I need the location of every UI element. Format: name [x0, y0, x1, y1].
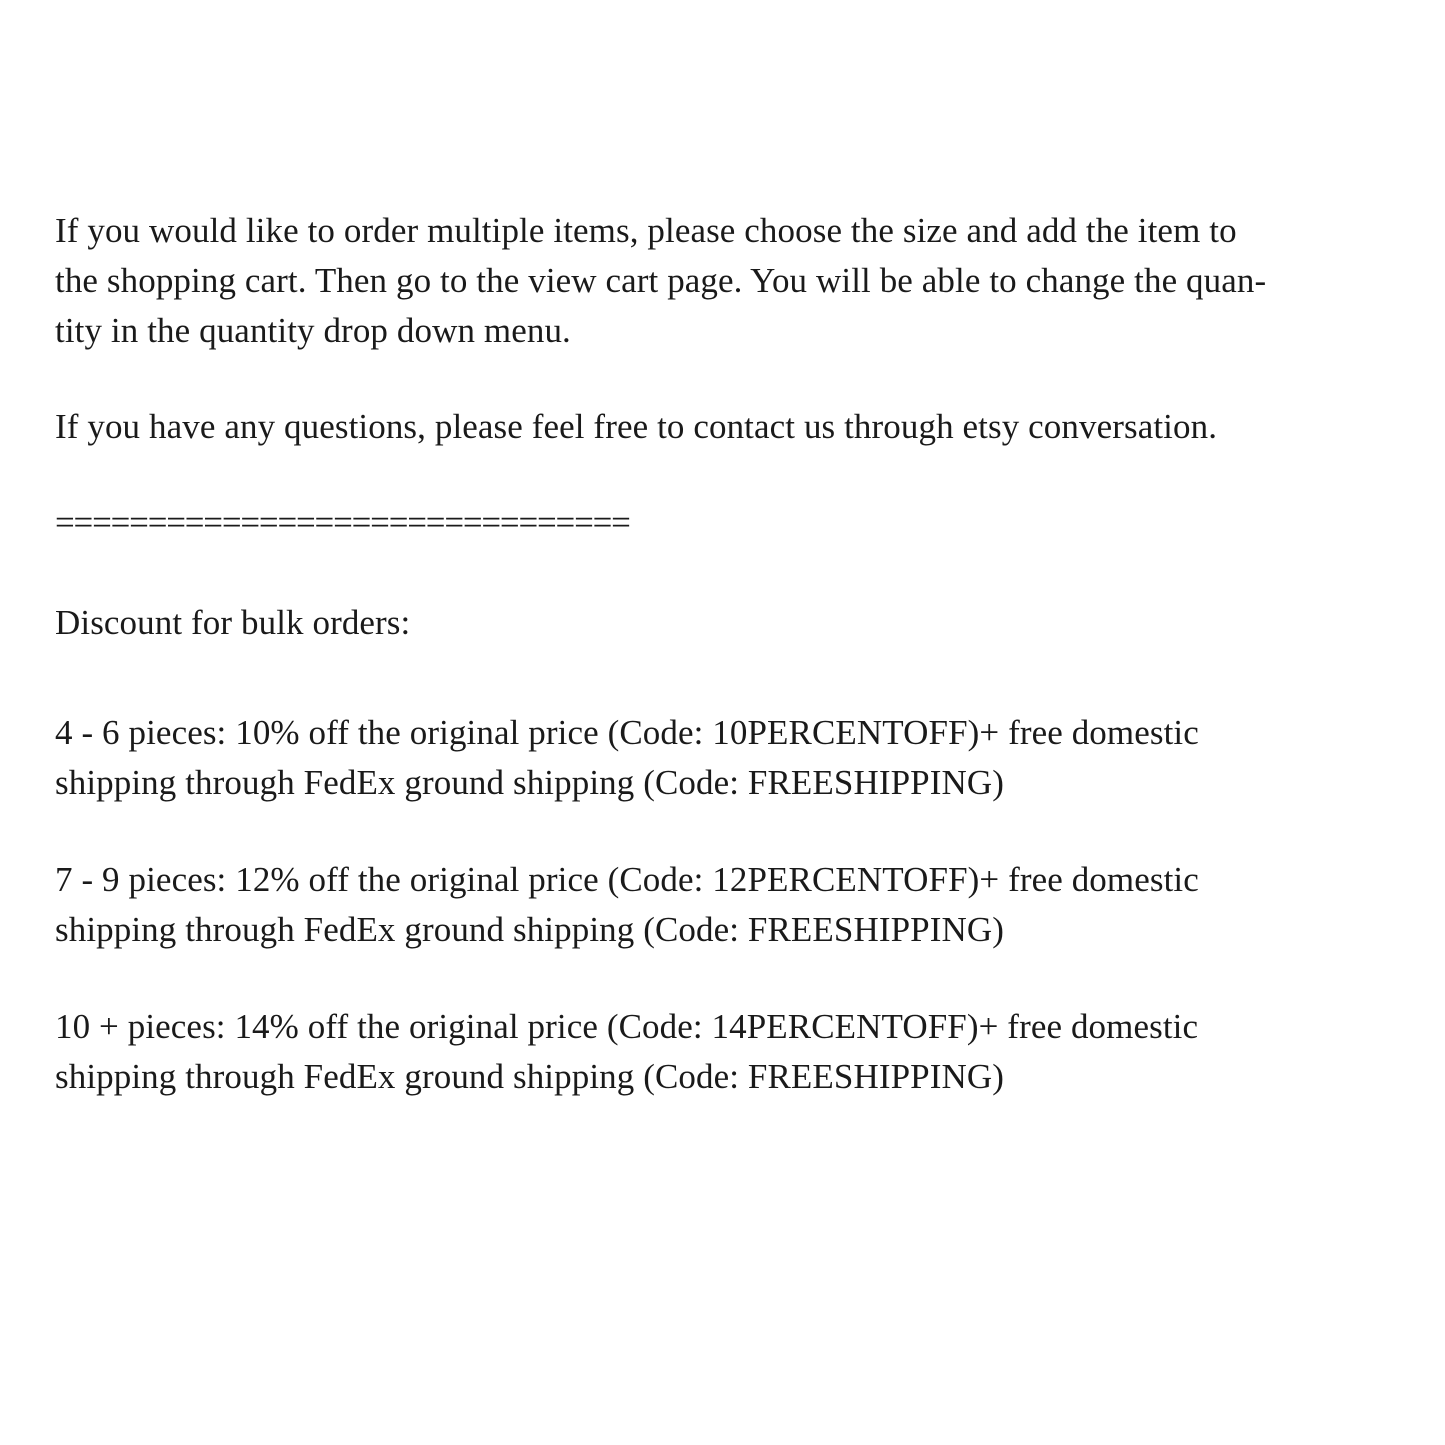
discount-tier-line-1: 10 + pieces: 14% off the original price (Code: 14PERCENTOFF)+ free domestic — [55, 1007, 1199, 1046]
discount-tier-line-2: shipping through FedEx ground shipping (Code: FREESHIPPING) — [55, 1057, 1004, 1096]
discount-tier-line-1: 4 - 6 pieces: 10% off the original price (Code: 10PERCENTOFF)+ free domestic — [55, 713, 1199, 752]
intro-line-1: If you would like to order multiple items, please choose the size and add the item to — [55, 211, 1237, 250]
discount-tier-line-1: 7 - 9 pieces: 12% off the original price (Code: 12PERCENTOFF)+ free domestic — [55, 860, 1199, 899]
questions-paragraph: If you have any questions, please feel free to contact us through etsy conversation. — [55, 407, 1218, 446]
discount-tier-line-2: shipping through FedEx ground shipping (Code: FREESHIPPING) — [55, 763, 1004, 802]
discount-tier-line-2: shipping through FedEx ground shipping (Code: FREESHIPPING) — [55, 910, 1004, 949]
discount-heading: Discount for bulk orders: — [55, 603, 411, 642]
intro-line-2: the shopping cart. Then go to the view cart page. You will be able to change the quan- — [55, 261, 1267, 300]
intro-line-3: tity in the quantity drop down menu. — [55, 311, 571, 350]
divider-line: =============================== — [55, 503, 630, 542]
